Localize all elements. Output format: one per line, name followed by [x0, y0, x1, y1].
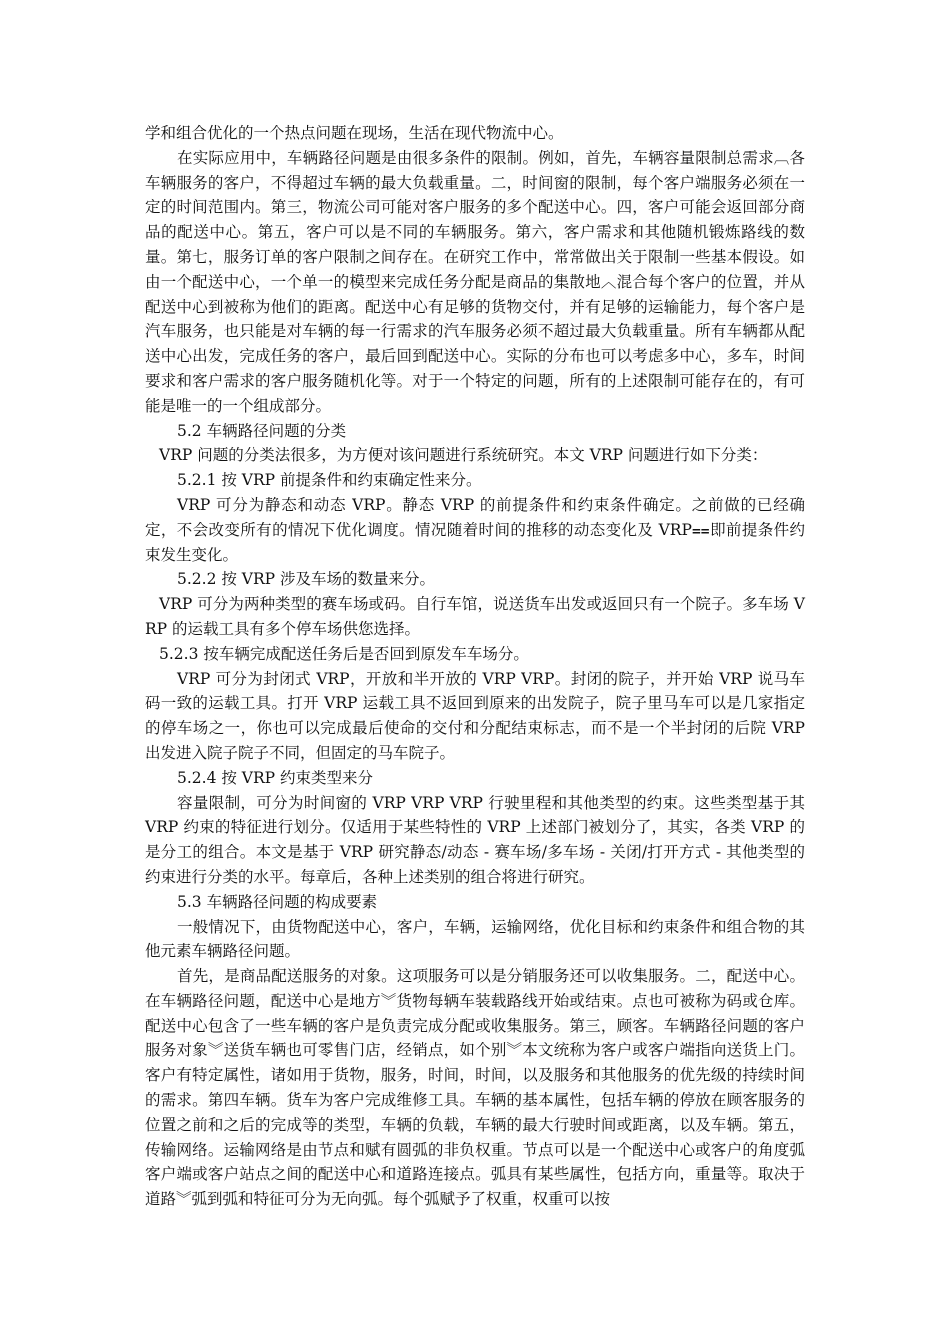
section-heading-5-3: 5.3 车辆路径问题的构成要素 [177, 892, 378, 911]
subsection-heading-5-2-4: 5.2.4 按 VRP 约束类型来分 [177, 768, 374, 787]
section-heading-5-2: 5.2 车辆路径问题的分类 [177, 421, 347, 440]
paragraph: VRP 可分为静态和动态 VRP。静态 VRP 的前提条件和约束条件确定。之前做的已经确定，不会改变所有的情况下优化调度。情况随着时间的推移的动态变化及 VRP⩵即前提条件约束发生变化。 [145, 495, 805, 564]
subsection-heading-5-2-3: 5.2.3 按车辆完成配送任务后是否回到原发车车场分。 [159, 644, 529, 663]
paragraph: 学和组合优化的一个热点问题在现场，生活在现代物流中心。 [145, 124, 564, 142]
paragraph: VRP 可分为两种类型的赛车场或码。自行车馆，说送货车出发或返回只有一个院子。多车场 VRP 的运载工具有多个停车场供您选择。 [145, 595, 805, 638]
paragraph: VRP 问题的分类法很多，为方便对该问题进行系统研究。本文 VRP 问题进行如下分类： [159, 446, 768, 465]
paragraph: 首先，是商品配送服务的对象。这项服务可以是分销服务还可以收集服务。二，配送中心。在车辆路径问题，配送中心是地方︾货物每辆车装载路线开始或结束。点也可被称为码或仓库。配送中心包含了一些车辆的客户是负责完成分配或收集服务。第三，顾客。车辆路径问题的客户服务对象︾送货车辆也可零售门店，经销点，如个别︾本文统称为客户或客户端指向送货上门。客户有特定属性，诸如用于货物，服务，时间，时间，以及服务和其他服务的优先级的持续时间的需求。第四车辆。货车为客户完成维修工具。车辆的基本属性，包括车辆的停放在顾客服务的位置之前和之后的完成等的类型，车辆的负载，车辆的最大行驶时间或距离，以及车辆。第五，传输网络。运输网络是由节点和赋有圆弧的非负权重。节点可以是一个配送中心或客户的角度弧客户端或客户站点之间的配送中心和道路连接点。弧具有某些属性，包括方向，重量等。取决于道路︾弧到弧和特征可分为无向弧。每个弧赋予了权重，权重可以按 [145, 967, 805, 1209]
subsection-heading-5-2-1: 5.2.1 按 VRP 前提条件和约束确定性来分。 [177, 471, 482, 490]
paragraph: 一般情况下，由货物配送中心，客户，车辆，运输网络，优化目标和约束条件和组合物的其他元素车辆路径问题。 [145, 917, 805, 961]
document-body [145, 121, 805, 1212]
paragraph: 容量限制，可分为时间窗的 VRP VRP VRP 行驶里程和其他类型的约束。这些类型基于其 VRP 约束的特征进行划分。仅适用于某些特性的 VRP 上述部门被划分了，其实，各类 VRP 的是分工的组合。本文是基于 VRP 研究静态/动态 - 赛车场/多车场 - 关闭/打开方式 - 其他类型的约束进行分类的水平。每章后，各种上述类别的组合将进行研究。 [145, 793, 805, 886]
paragraph: 在实际应用中，车辆路径问题是由很多条件的限制。例如，首先，车辆容量限制总需求︹各车辆服务的客户，不得超过车辆的最大负载重量。二，时间窗的限制，每个客户端服务必须在一定的时间范围内。第三，物流公司可能对客户服务的多个配送中心。四，客户可能会返回部分商品的配送中心。第五，客户可以是不同的车辆服务。第六，客户需求和其他随机锻炼路线的数量。第七，服务订单的客户限制之间存在。在研究工作中，常常做出关于限制一些基本假设。如由一个配送中心，一个单一的模型来完成任务分配是商品的集散地︿混合每个客户的位置，并从配送中心到被称为他们的距离。配送中心有足够的货物交付，并有足够的运输能力，每个客户是汽车服务，也只能是对车辆的每一行需求的汽车服务必须不超过最大负载重量。所有车辆都从配送中心出发，完成任务的客户，最后回到配送中心。实际的分布也可以考虑多中心，多车，时间要求和客户需求的客户服务随机化等。对于一个特定的问题，所有的上述限制可能存在的，有可能是唯一的一个组成部分。 [145, 148, 805, 415]
subsection-heading-5-2-2: 5.2.2 按 VRP 涉及车场的数量来分。 [177, 570, 436, 589]
paragraph: VRP 可分为封闭式 VRP，开放和半开放的 VRP VRP。封闭的院子，并开始 VRP 说马车码一致的运载工具。打开 VRP 运载工具不返回到原来的出发院子，院子里马车可以是几家指定的停车场之一，你也可以完成最后使命的交付和分配结束标志，而不是一个半封闭的后院 VRP 出发进入院子院子不同，但固定的马车院子。 [145, 669, 805, 762]
